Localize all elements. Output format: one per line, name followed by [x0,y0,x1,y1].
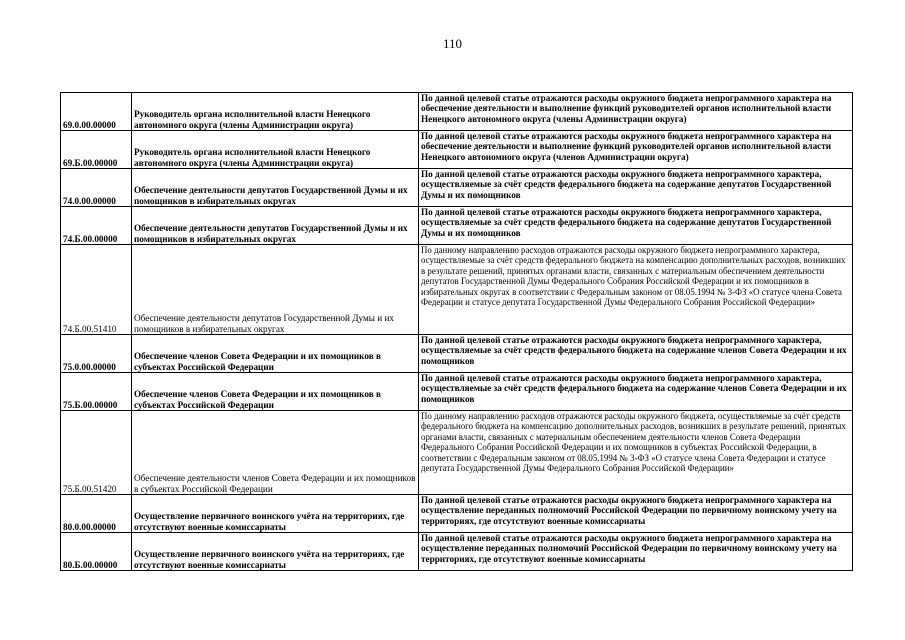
row-name: Обеспечение деятельности депутатов Государственной Думы и их помощников в избирательных округах [132,245,419,335]
row-description: По данной целевой статье отражаются расходы окружного бюджета непрограммного характера на осуществление переданных полномочий Российской Федерации по первичному воинскому учету на территориях, где отсутствуют военные комиссариаты [419,495,853,533]
row-code: 75.Б.00.00000 [61,373,132,411]
row-code: 75.Б.00.51420 [61,411,132,495]
table-row [61,533,853,571]
table-row [61,411,853,495]
budget-classification-table [60,92,853,571]
table-row [61,373,853,411]
row-description: По данной целевой статье отражаются расходы окружного бюджета непрограммного характера, осуществляемые за счёт средств федерального бюджета на содержание членов Совета Федерации и их помощников [419,335,853,373]
row-code: 69.0.00.00000 [61,93,132,131]
row-code: 80.Б.00.00000 [61,533,132,571]
row-code: 74.Б.00.51410 [61,245,132,335]
row-name: Руководитель органа исполнительной власти Ненецкого автономного округа (члены Администрации округа) [132,93,419,131]
row-code: 69.Б.00.00000 [61,131,132,169]
row-code: 75.0.00.00000 [61,335,132,373]
row-name: Осуществление первичного воинского учёта на территориях, где отсутствуют военные комиссариаты [132,495,419,533]
row-code: 74.0.00.00000 [61,169,132,207]
row-name: Обеспечение деятельности депутатов Государственной Думы и их помощников в избирательных округах [132,169,419,207]
table-row [61,207,853,245]
table-row [61,93,853,131]
row-description: По данной целевой статье отражаются расходы окружного бюджета непрограммного характера, осуществляемые за счёт средств федерального бюджета на содержание членов Совета Федерации и их помощников [419,373,853,411]
table-row [61,169,853,207]
row-name: Обеспечение деятельности депутатов Государственной Думы и их помощников в избирательных округах [132,207,419,245]
row-description: По данной целевой статье отражаются расходы окружного бюджета непрограммного характера на осуществление переданных полномочий Российской Федерации по первичному воинскому учету на территориях, где отсутствуют военные комиссариаты [419,533,853,571]
row-name: Обеспечение членов Совета Федерации и их помощников в субъектах Российской Федерации [132,373,419,411]
row-name: Обеспечение членов Совета Федерации и их помощников в субъектах Российской Федерации [132,335,419,373]
row-code: 74.Б.00.00000 [61,207,132,245]
row-description: По данному направлению расходов отражаются расходы окружного бюджета непрограммного характера, осуществляемые за счёт средств федерального бюджета на компенсацию дополнительных расходов, возникших в результате решений, принятых органами власти, связанных с материальным обеспечением деятельности депутатов Государственной Думы Федерального Собрания Российской Федерации и их помощников в избирательных округах в соответствии с Федеральным законом от 08.05.1994 № 3-ФЗ «О статусе члена Совета Федерации и статусе депутата Государственной Думы Федерального Собрания Российской Федерации» [419,245,853,335]
row-description: По данному направлению расходов отражаются расходы окружного бюджета, осуществляемые за счёт средств федерального бюджета на компенсацию дополнительных расходов, возникших в результате решений, принятых органами власти, связанных с материальным обеспечением деятельности членов Совета Федерации Федерального Собрания Российской Федерации и их помощников в субъектах Российской Федерации, в соответствии с Федеральным законом от 08.05.1994 № 3-ФЗ «О статусе члена Совета Федерации и статусе депутата Государственной Думы Федерального Собрания Российской Федерации» [419,411,853,495]
table-row [61,245,853,335]
row-name: Осуществление первичного воинского учёта на территориях, где отсутствуют военные комиссариаты [132,533,419,571]
table-row [61,495,853,533]
page-number: 110 [442,36,463,51]
row-name: Руководитель органа исполнительной власти Ненецкого автономного округа (члены Администрации округа) [132,131,419,169]
table-row [61,131,853,169]
row-description: По данной целевой статье отражаются расходы окружного бюджета непрограммного характера на обеспечение деятельности и выполнение функций руководителей органов исполнительной власти Ненецкого автономного округа (членов Администрации округа) [419,131,853,169]
table-row [61,335,853,373]
row-name: Обеспечение деятельности членов Совета Федерации и их помощников в субъектах Российской Федерации [132,411,419,495]
row-description: По данной целевой статье отражаются расходы окружного бюджета непрограммного характера, осуществляемые за счёт средств федерального бюджета на содержание депутатов Государственной Думы и их помощников [419,207,853,245]
row-description: По данной целевой статье отражаются расходы окружного бюджета непрограммного характера на обеспечение деятельности и выполнение функций руководителей органов исполнительной власти Ненецкого автономного округа (члены Администрации округа) [419,93,853,131]
row-description: По данной целевой статье отражаются расходы окружного бюджета непрограммного характера, осуществляемые за счёт средств федерального бюджета на содержание депутатов Государственной Думы и их помощников [419,169,853,207]
row-code: 80.0.00.00000 [61,495,132,533]
